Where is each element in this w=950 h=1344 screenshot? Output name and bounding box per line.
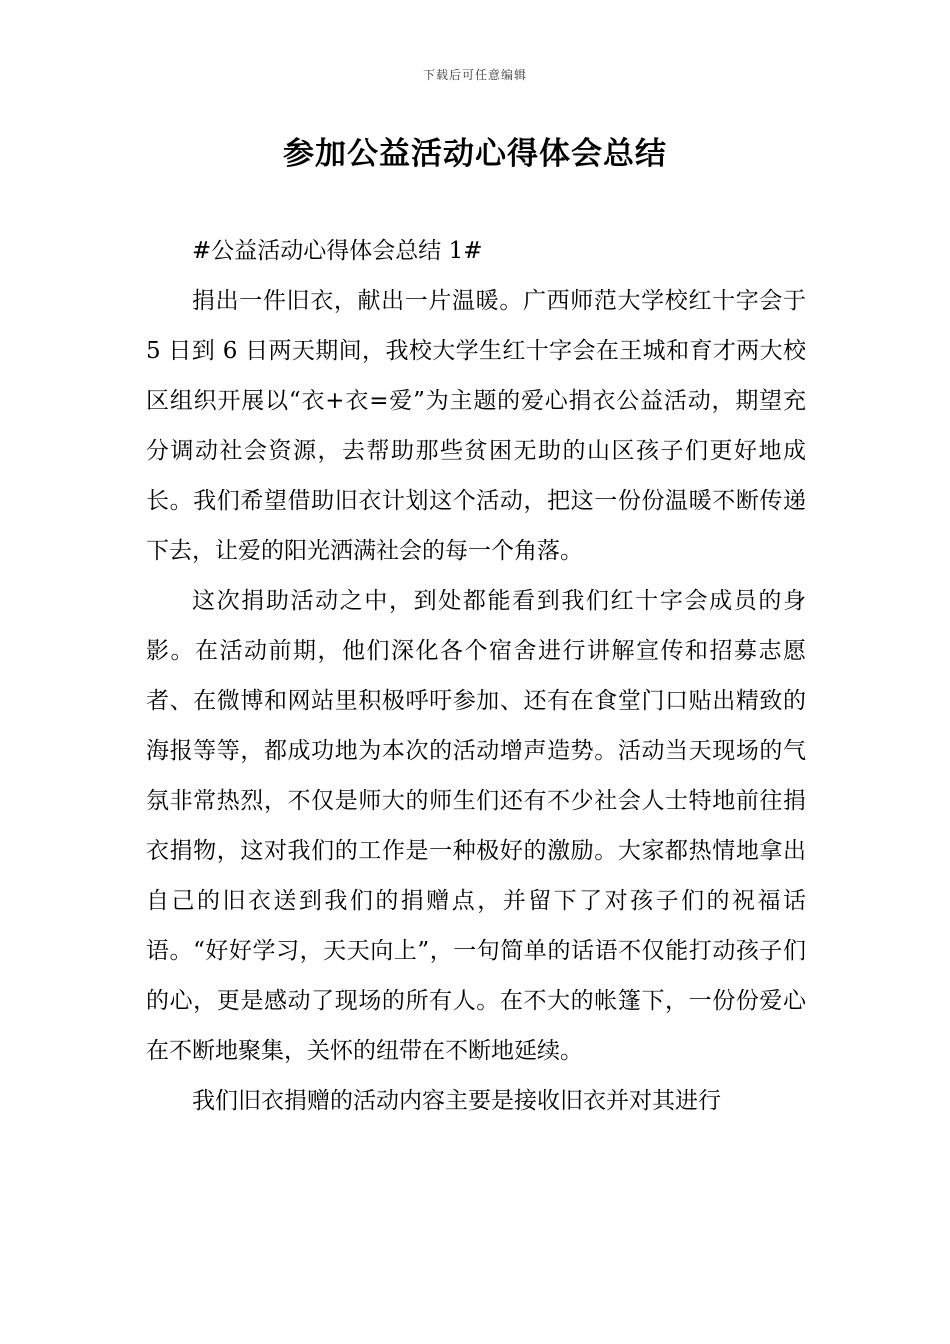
document-body [146,226,806,1126]
header-note: 下载后可任意编辑 [422,68,527,82]
document-title: 参加公益活动心得体会总结 [283,136,667,172]
section-heading: #公益活动心得体会总结 1# [192,238,483,264]
paragraph-1: 捐出一件旧衣，献出一片温暖。广西师范大学校红十字会于 5 日到 6 日两天期间，我校大学生红十字会在王城和育才两大校区组织开展以“衣+衣=爱”为主题的爱心捐衣公益活动，期望充分调动社会资源，去帮助那些贫困无助的山区孩子们更好地成长。我们希望借助旧衣计划这个活动，把这一份份温暖不断传递下去，让爱的阳光洒满社会的每一个角落。 [146,288,806,564]
paragraph-3: 我们旧衣捐赠的活动内容主要是接收旧衣并对其进行 [192,1088,721,1114]
paragraph-2: 这次捐助活动之中，到处都能看到我们红十字会成员的身影。在活动前期，他们深化各个宿舍进行讲解宣传和招募志愿者、在微博和网站里积极呼吁参加、还有在食堂门口贴出精致的海报等等，都成功地为本次的活动增声造势。活动当天现场的气氛非常热烈，不仅是师大的师生们还有不少社会人士特地前往捐衣捐物，这对我们的工作是一种极好的激励。大家都热情地拿出自己的旧衣送到我们的捐赠点，并留下了对孩子们的祝福话语。“好好学习，天天向上”，一句简单的话语不仅能打动孩子们的心，更是感动了现场的所有人。在不大的帐篷下，一份份爱心在不断地聚集，关怀的纽带在不断地延续。 [146,588,806,1064]
